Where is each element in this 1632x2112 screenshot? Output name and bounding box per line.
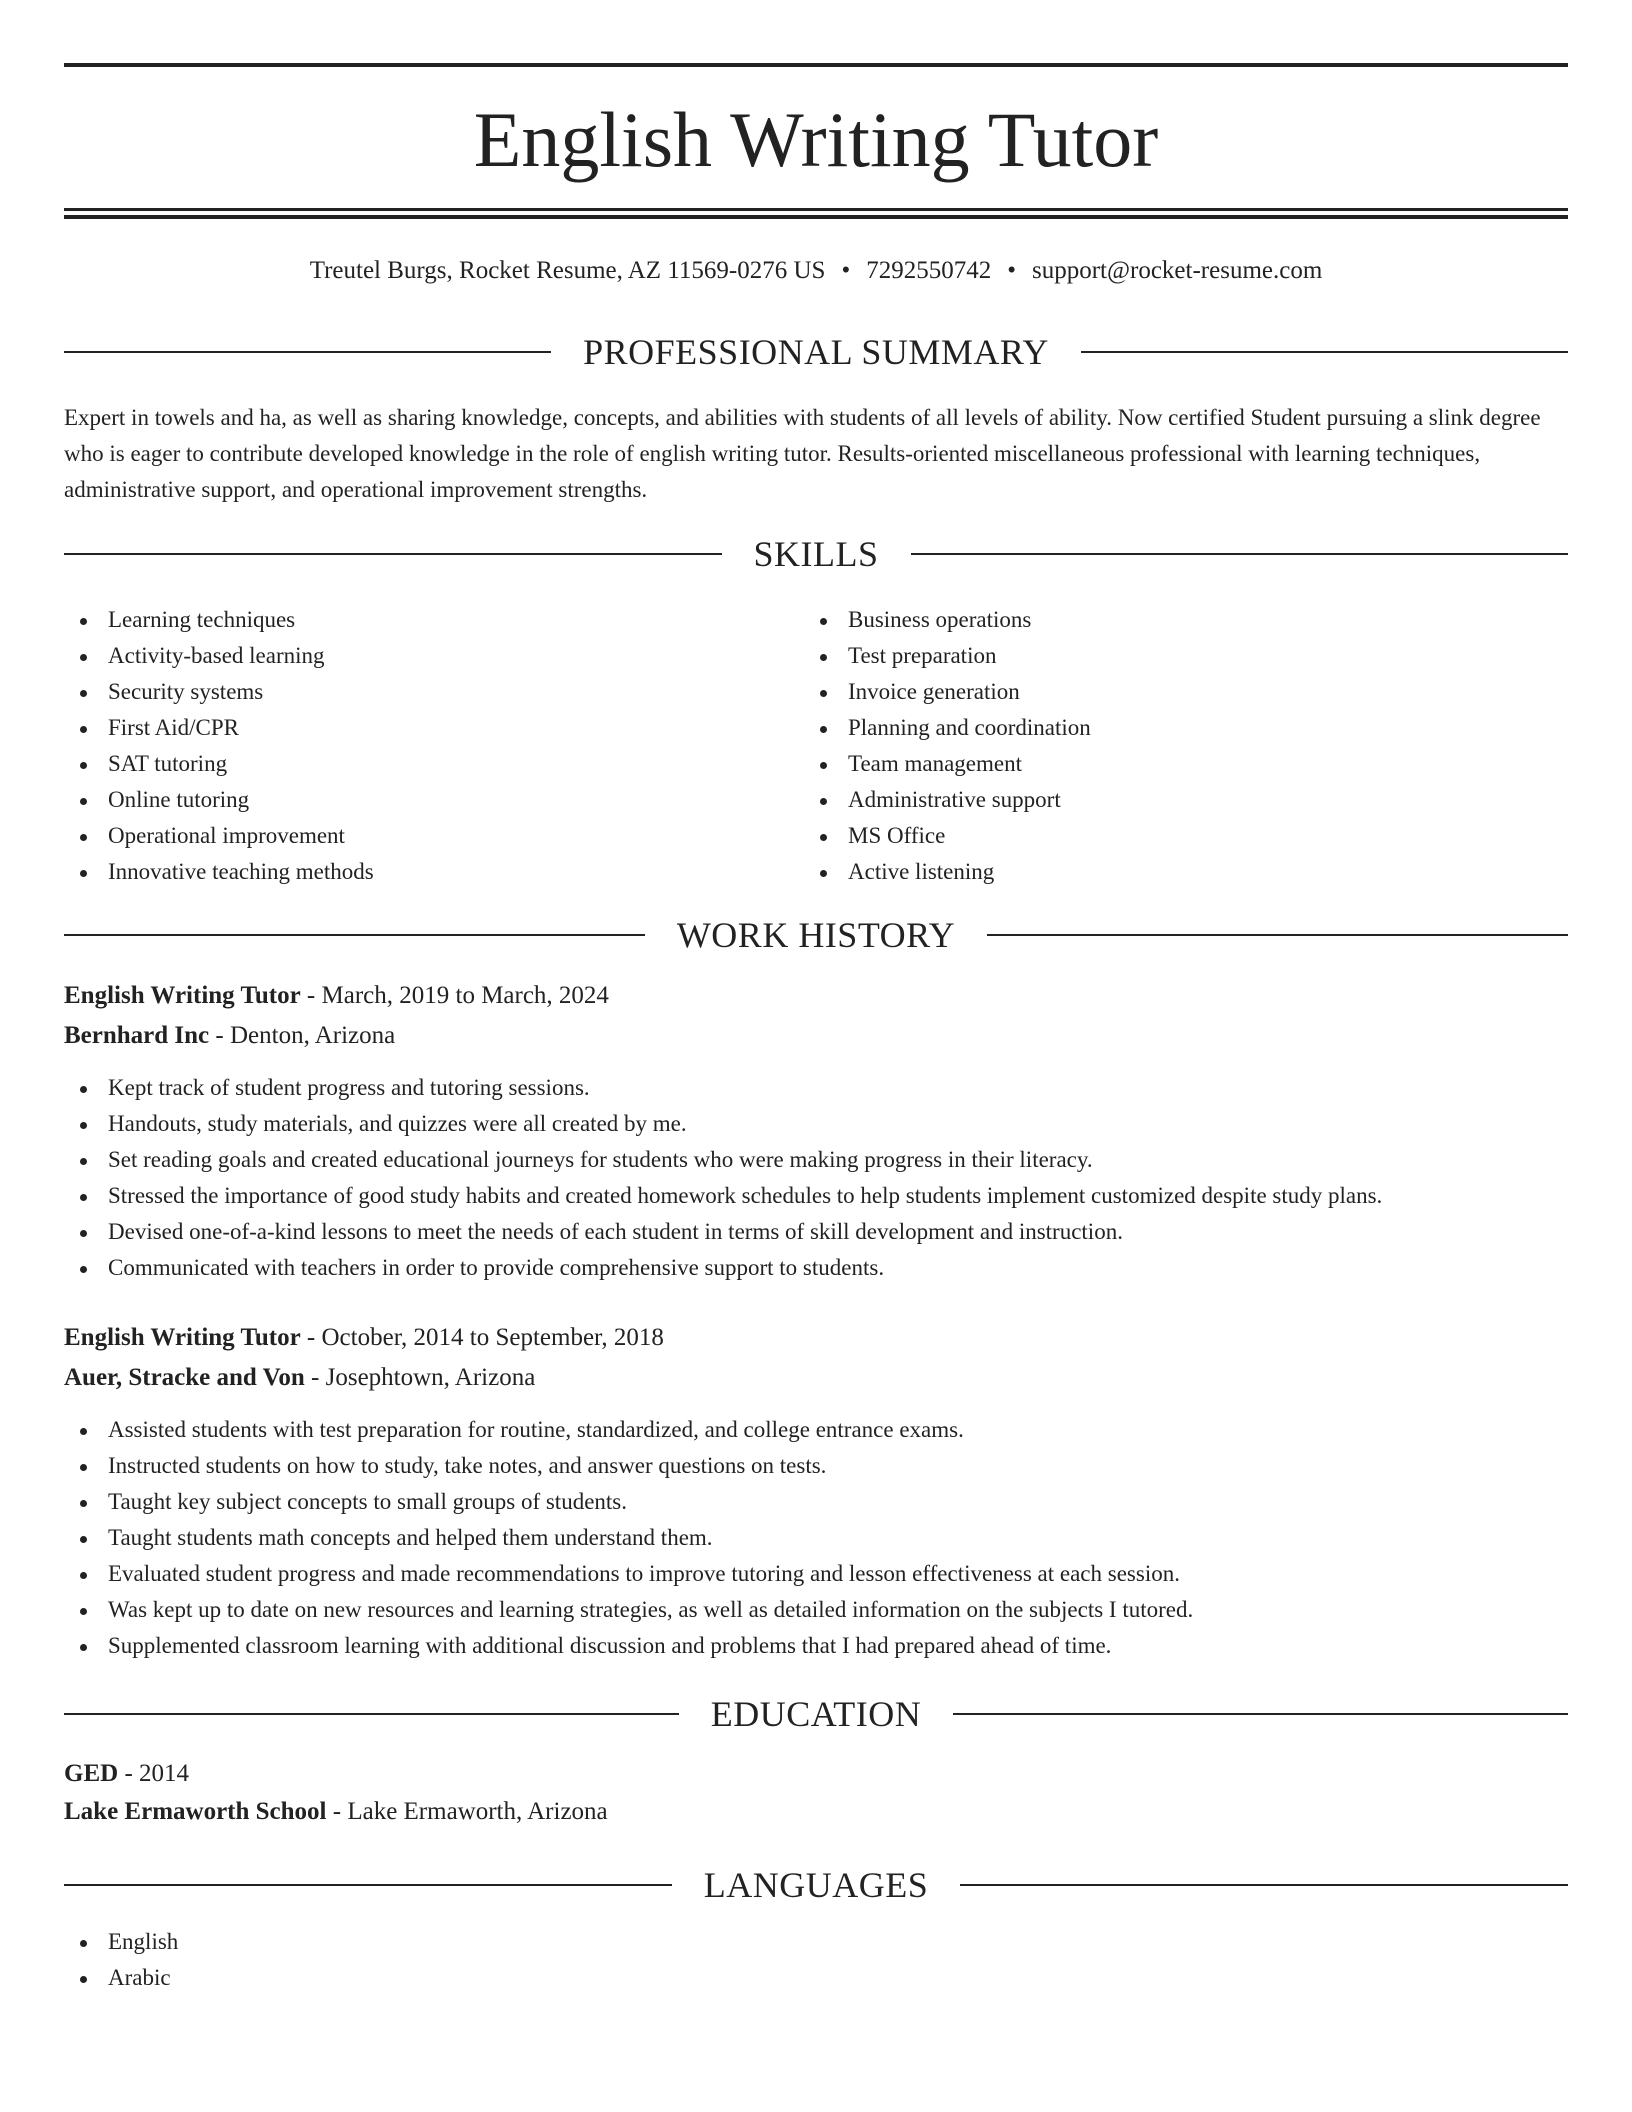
contact-line: [64, 254, 1568, 288]
job-title: English Writing Tutor: [64, 1324, 301, 1351]
contact-address: Treutel Burgs, Rocket Resume, AZ 11569-0276 US: [309, 257, 826, 284]
skill-item: Planning and coordination: [804, 710, 1504, 746]
section-header-skills: [64, 532, 1568, 576]
section-rule-left: [64, 1884, 672, 1886]
skill-item: MS Office: [804, 818, 1504, 854]
job-dates: - March, 2019 to March, 2024: [300, 982, 609, 1009]
job-title-line: [64, 1318, 1568, 1358]
summary-paragraph: Expert in towels and ha, as well as sharing knowledge, concepts, and abilities with students of all levels of ability. Now certified Student pursuing a slink degree who is eager to contribute developed knowledge in the role of english writing tutor. Results-oriented miscellaneous professional with learning techniques, administrative support, and operational improvement strengths.: [64, 405, 1541, 502]
job-bullet: Evaluated student progress and made recommendations to improve tutoring and lesson effectiveness at each session.: [64, 1556, 1568, 1592]
education-school-line: [64, 1792, 1568, 1832]
education-degree-line: [64, 1754, 1568, 1794]
job-dates: - October, 2014 to September, 2018: [300, 1324, 664, 1351]
section-rule-right: [960, 1884, 1568, 1886]
job-company-line: [64, 1016, 1568, 1056]
contact-separator: •: [841, 257, 851, 284]
skill-item: First Aid/CPR: [64, 710, 764, 746]
contact-email: support@rocket-resume.com: [1031, 257, 1323, 284]
section-header-education: [64, 1692, 1568, 1736]
skill-item: Activity-based learning: [64, 638, 764, 674]
skill-item: Learning techniques: [64, 602, 764, 638]
job-bullets: [64, 1070, 1568, 1286]
skill-item: Administrative support: [804, 782, 1504, 818]
job-bullet: Communicated with teachers in order to provide comprehensive support to students.: [64, 1250, 1568, 1286]
job-bullet: Stressed the importance of good study habits and created homework schedules to help students implement customized despite study plans.: [64, 1178, 1568, 1214]
section-rule-left: [64, 553, 722, 555]
section-rule-left: [64, 934, 645, 936]
job-title-line: [64, 976, 1568, 1016]
job-bullet: Taught key subject concepts to small groups of students.: [64, 1484, 1568, 1520]
section-header-summary: [64, 330, 1568, 374]
title-double-rule-lower: [64, 215, 1568, 219]
job-bullet: Kept track of student progress and tutoring sessions.: [64, 1070, 1568, 1106]
job-title: English Writing Tutor: [64, 982, 301, 1009]
section-title-languages: LANGUAGES: [703, 1865, 929, 1905]
job-bullet: Devised one-of-a-kind lessons to meet the needs of each student in terms of skill development and instruction.: [64, 1214, 1568, 1250]
job-bullet: Handouts, study materials, and quizzes were all created by me.: [64, 1106, 1568, 1142]
section-rule-left: [64, 1713, 679, 1715]
section-title-skills: SKILLS: [753, 534, 879, 574]
job-bullets: [64, 1412, 1568, 1664]
education-location: - Lake Ermaworth, Arizona: [326, 1798, 608, 1825]
education-degree: GED: [64, 1760, 119, 1787]
job-bullet: Instructed students on how to study, take notes, and answer questions on tests.: [64, 1448, 1568, 1484]
section-title-education: EDUCATION: [710, 1694, 922, 1734]
job-location: - Denton, Arizona: [209, 1022, 396, 1049]
language-item: Arabic: [64, 1960, 764, 1996]
section-header-work: [64, 913, 1568, 957]
job-bullet: Supplemented classroom learning with additional discussion and problems that I had prepared ahead of time.: [64, 1628, 1568, 1664]
skill-item: Active listening: [804, 854, 1504, 890]
languages-list: [64, 1924, 764, 1996]
contact-separator: •: [1007, 257, 1016, 284]
section-rule-right: [953, 1713, 1568, 1715]
skill-item: Online tutoring: [64, 782, 764, 818]
skill-item: Innovative teaching methods: [64, 854, 764, 890]
skill-item: Team management: [804, 746, 1504, 782]
section-title-summary: PROFESSIONAL SUMMARY: [583, 332, 1049, 372]
skill-item: Invoice generation: [804, 674, 1504, 710]
section-rule-right: [1081, 351, 1568, 353]
job-bullet: Set reading goals and created educational journeys for students who were making progress in their literacy.: [64, 1142, 1568, 1178]
title-double-rule-upper: [64, 208, 1568, 211]
resume-title: English Writing Tutor: [473, 96, 1159, 183]
job-company: Auer, Stracke and Von: [64, 1364, 305, 1391]
skill-item: Operational improvement: [64, 818, 764, 854]
skills-list-left: [64, 602, 764, 890]
section-header-languages: [64, 1863, 1568, 1907]
education-year: - 2014: [118, 1760, 190, 1787]
skill-item: Test preparation: [804, 638, 1504, 674]
section-rule-left: [64, 351, 551, 353]
job-company-line: [64, 1358, 1568, 1398]
job-bullet: Taught students math concepts and helped them understand them.: [64, 1520, 1568, 1556]
skill-item: Security systems: [64, 674, 764, 710]
job-location: - Josephtown, Arizona: [304, 1364, 536, 1391]
language-item: English: [64, 1924, 764, 1960]
top-rule: [64, 63, 1568, 67]
skills-list-right: [804, 602, 1504, 890]
section-title-work: WORK HISTORY: [676, 915, 956, 955]
section-rule-right: [911, 553, 1569, 555]
contact-phone: 7292550742: [866, 257, 992, 284]
skill-item: SAT tutoring: [64, 746, 764, 782]
job-bullet: Assisted students with test preparation for routine, standardized, and college entrance exams.: [64, 1412, 1568, 1448]
section-rule-right: [987, 934, 1568, 936]
job-bullet: Was kept up to date on new resources and learning strategies, as well as detailed information on the subjects I tutored.: [64, 1592, 1568, 1628]
skill-item: Business operations: [804, 602, 1504, 638]
job-company: Bernhard Inc: [64, 1022, 210, 1049]
education-school: Lake Ermaworth School: [64, 1798, 327, 1825]
